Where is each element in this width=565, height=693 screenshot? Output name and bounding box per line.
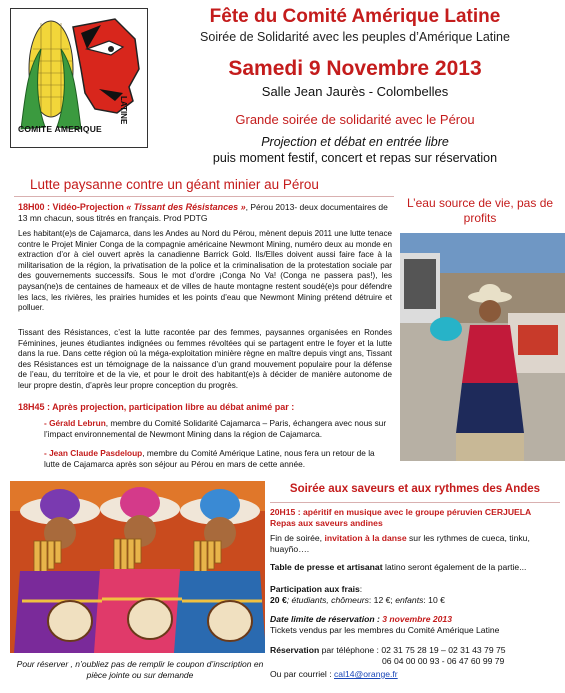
divider <box>14 196 394 197</box>
aperitif-line: 20H15 : apéritif en musique avec le groupe péruvien CERJUELA <box>270 507 532 517</box>
tickets-line: Tickets vendus par les membres du Comité Amérique Latine <box>270 625 500 635</box>
date-limite <box>270 614 562 636</box>
guest-description: , membre du Comité Amérique Latine, nous fera un retour de la lutte de Cajamarca après son séjour au Pérou en mars de cette année. <box>44 448 375 469</box>
table-text: latino seront également de la partie... <box>382 562 527 572</box>
guest-name: - Gérald Lebrun <box>44 418 106 428</box>
guest-description: , membre du Comité Solidarité Cajamarca – Paris, échangera avec nous sur l’impact environnemental de Newmont Mining dans la région de Cajamarca. <box>44 418 387 439</box>
page-subtitle: Soirée de Solidarité avec les peuples d’Amérique Latine <box>200 30 510 44</box>
guest-lebrun <box>44 418 390 440</box>
projection-line: Projection et débat en entrée libre <box>261 135 449 149</box>
section-heading-lutte: Lutte paysanne contre un géant minier au Pérou <box>30 177 319 192</box>
section-heading-soiree: Soirée aux saveurs et aux rythmes des Andes <box>289 483 541 495</box>
reservation-phones: par téléphone : 02 31 75 28 19 – 02 31 43 79 75 <box>319 645 506 655</box>
fin-rhythms: sur les rythmes de cueca, tinku, huayño…. <box>270 533 530 554</box>
fin-soiree <box>270 533 562 555</box>
event-date: Samedi 9 Novembre 2013 <box>228 57 482 80</box>
guest-pasdeloup <box>44 448 390 470</box>
festif-line: puis moment festif, concert et repas sur réservation <box>212 151 498 165</box>
debate-heading: 18H45 : Après projection, participation libre au débat animé par : <box>18 402 295 412</box>
reservation-email <box>270 669 562 680</box>
reservation-phones-2: 06 04 00 00 93 - 06 47 60 99 79 <box>382 656 505 666</box>
logo-vertical-text: LATINE <box>119 96 128 125</box>
price-adult: 20 € <box>270 595 287 605</box>
page-title: Fête du Comité Amérique Latine <box>209 6 501 27</box>
participation-frais <box>270 584 562 606</box>
participation-colon: : <box>359 584 363 594</box>
photo-caption: L’eau source de vie, pas de profits <box>406 196 554 225</box>
divider <box>270 502 560 503</box>
aperitif-block <box>270 507 562 529</box>
paragraph-cajamarca: Les habitant(e)s de Cajamarca, dans les Andes au Nord du Pérou, mènent depuis 2011 une lutte tenace contre le Projet Minier Conga de la compagnie américaine Newmont Mining, numéro deux au monde en extraction d’or à ciel ouvert après la canadienne Barrick Gold. Ils/Elles doivent aussi faire face à la militarisation de la région, la privatisation de la police et la criminalisation de la protestation sociale par des gouvernements successifs. Sous le mot d’ordre ¡Conga No Va! (Conga ne passera pas!), les paysan(ne)s de centaines de hameaux et de villes de haute montagne restent soudé(e)s pour défendre les lacs, les rivières, les prairies humides et les points d’eau que Newmont Mining prétend détruire et polluer. <box>18 229 392 313</box>
event-headline: Grande soirée de solidarité avec le Pérou <box>235 112 475 127</box>
protest-photo <box>400 233 565 461</box>
fin-text: Fin de soirée, <box>270 533 325 543</box>
date-limite-value: 3 novembre 2013 <box>382 614 452 624</box>
price-children-label: enfants <box>395 595 424 605</box>
paragraph-tissant: Tissant des Résistances, c’est la lutte racontée par des femmes, paysannes organisées en Rondes Féminines, jeunes étudiantes indignées ou femmes révoltées qui se partagent entre le foyer et la lutte dans la rue. Dans cette région où la méga-exploitation minière règne en maître depuis vingt ans, Tissant des Résistances est un témoignage de la naissance d’un grand mouvement populaire pour la défense de l’eau, du territoire et de la vie, et pour le droit des habitant(e)s à décider de manière autonome de leur propre destin, d’après leur propre conception du progrès. <box>18 328 392 390</box>
table-label: Table de presse et artisanat <box>270 562 383 572</box>
andean-musicians-painting <box>10 481 265 653</box>
logo-text: COMITE AMERIQUE <box>18 124 102 134</box>
participation-label: Participation aux frais <box>270 584 360 594</box>
price-children: : 10 € <box>423 595 445 605</box>
video-projection <box>18 202 392 224</box>
repas-line: Repas aux saveurs andines <box>270 518 383 528</box>
email-link[interactable]: cal14@orange.fr <box>334 669 398 679</box>
price-students-label: ; étudiants, chômeurs <box>286 595 369 605</box>
price-students: : 12 €; <box>368 595 396 605</box>
event-venue: Salle Jean Jaurès - Colombelles <box>261 84 449 99</box>
email-label: Ou par courriel : <box>270 669 334 679</box>
invitation-danse: invitation à la danse <box>324 533 407 543</box>
date-limite-label: Date limite de réservation : <box>270 614 383 624</box>
video-title: « Tissant des Résistances » <box>126 202 246 212</box>
reservation-note: Pour réserver , n’oubliez pas de remplir le coupon d’inscription en pièce jointe ou sur demande <box>16 659 264 680</box>
video-details: , Pérou 2013- deux documentaires de 13 mn chacun, sous titrés en français. Prod PDTG <box>18 202 388 223</box>
video-time: 18H00 : Vidéo-Projection <box>18 202 124 212</box>
table-presse <box>270 562 562 573</box>
reservation-label: Réservation <box>270 645 320 655</box>
guest-name: - Jean Claude Pasdeloup <box>44 448 143 458</box>
reservation-phone <box>270 645 562 667</box>
